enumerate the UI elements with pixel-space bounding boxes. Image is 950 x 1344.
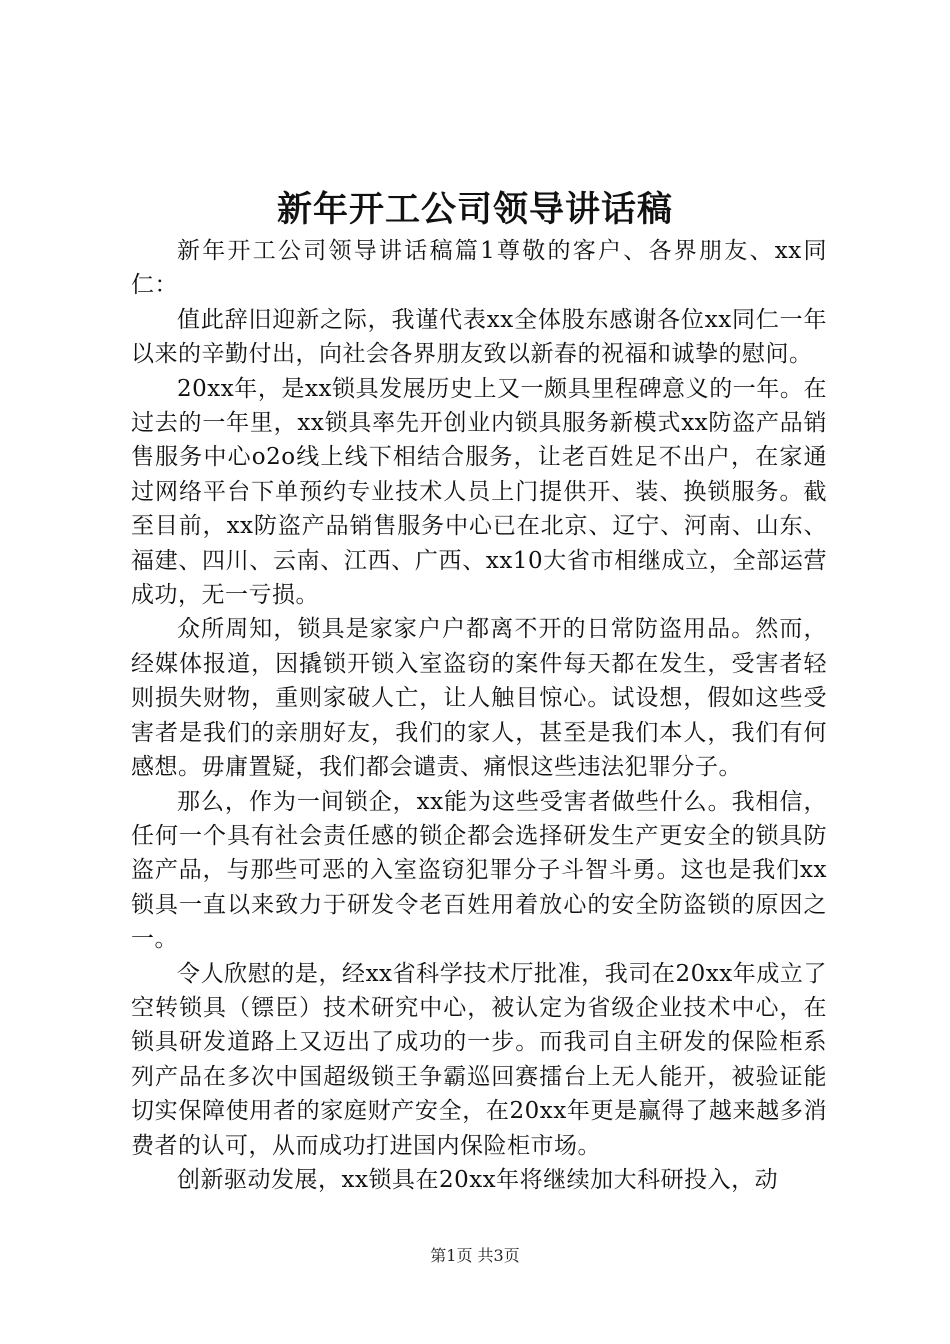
paragraph-3: 20xx年，是xx锁具发展历史上又一颇具里程碑意义的一年。在过去的一年里，xx锁具率先开创业内锁具服务新模式xx防盗产品销售服务中心o2o线上线下相结合服务，让老百姓足不出户，在家通过网络平台下单预约专业技术人员上门提供开、装、换锁服务。截至目前，xx防盗产品销售服务中心已在北京、辽宁、河南、山东、福建、四川、云南、江西、广西、xx10大省市相继成立，全部运营成功，无一亏损。 <box>131 375 827 609</box>
paragraph-7: 创新驱动发展，xx锁具在20xx年将继续加大科研投入，动 <box>177 1166 779 1193</box>
paragraph-5: 那么，作为一间锁企，xx能为这些受害者做些什么。我相信，任何一个具有社会责任感的锁企都会选择研发生产更安全的锁具防盗产品，与那些可恶的入室盗窃犯罪分子斗智斗勇。这也是我们xx锁具一直以来致力于研发令老百姓用着放心的安全防盗锁的原因之一。 <box>131 788 827 953</box>
document-body <box>131 234 827 1197</box>
document-title: 新年开工公司领导讲话稿 <box>276 189 673 230</box>
page-number-footer: 第1页 共3页 <box>430 1246 520 1265</box>
paragraph-6: 令人欣慰的是，经xx省科学技术厅批准，我司在20xx年成立了空转锁具（镖臣）技术研究中心，被认定为省级企业技术中心，在锁具研发道路上又迈出了成功的一步。而我司自主研发的保险柜系列产品在多次中国超级锁王争霸巡回赛擂台上无人能开，被验证能切实保障使用者的家庭财产安全，在20xx年更是赢得了越来越多消费者的认可，从而成功打进国内保险柜市场。 <box>131 960 827 1159</box>
paragraph-2: 值此辞旧迎新之际，我谨代表xx全体股东感谢各位xx同仁一年以来的辛勤付出，向社会各界朋友致以新春的祝福和诚挚的慰问。 <box>131 306 827 368</box>
paragraph-1: 新年开工公司领导讲话稿篇1尊敬的客户、各界朋友、xx同仁： <box>131 238 827 299</box>
paragraph-4: 众所周知，锁具是家家户户都离不开的日常防盗用品。然而，经媒体报道，因撬锁开锁入室盗窃的案件每天都在发生，受害者轻则损失财物，重则家破人亡，让人触目惊心。试设想，假如这些受害者是我们的亲朋好友，我们的家人，甚至是我们本人，我们有何感想。毋庸置疑，我们都会谴责、痛恨这些违法犯罪分子。 <box>131 616 827 781</box>
